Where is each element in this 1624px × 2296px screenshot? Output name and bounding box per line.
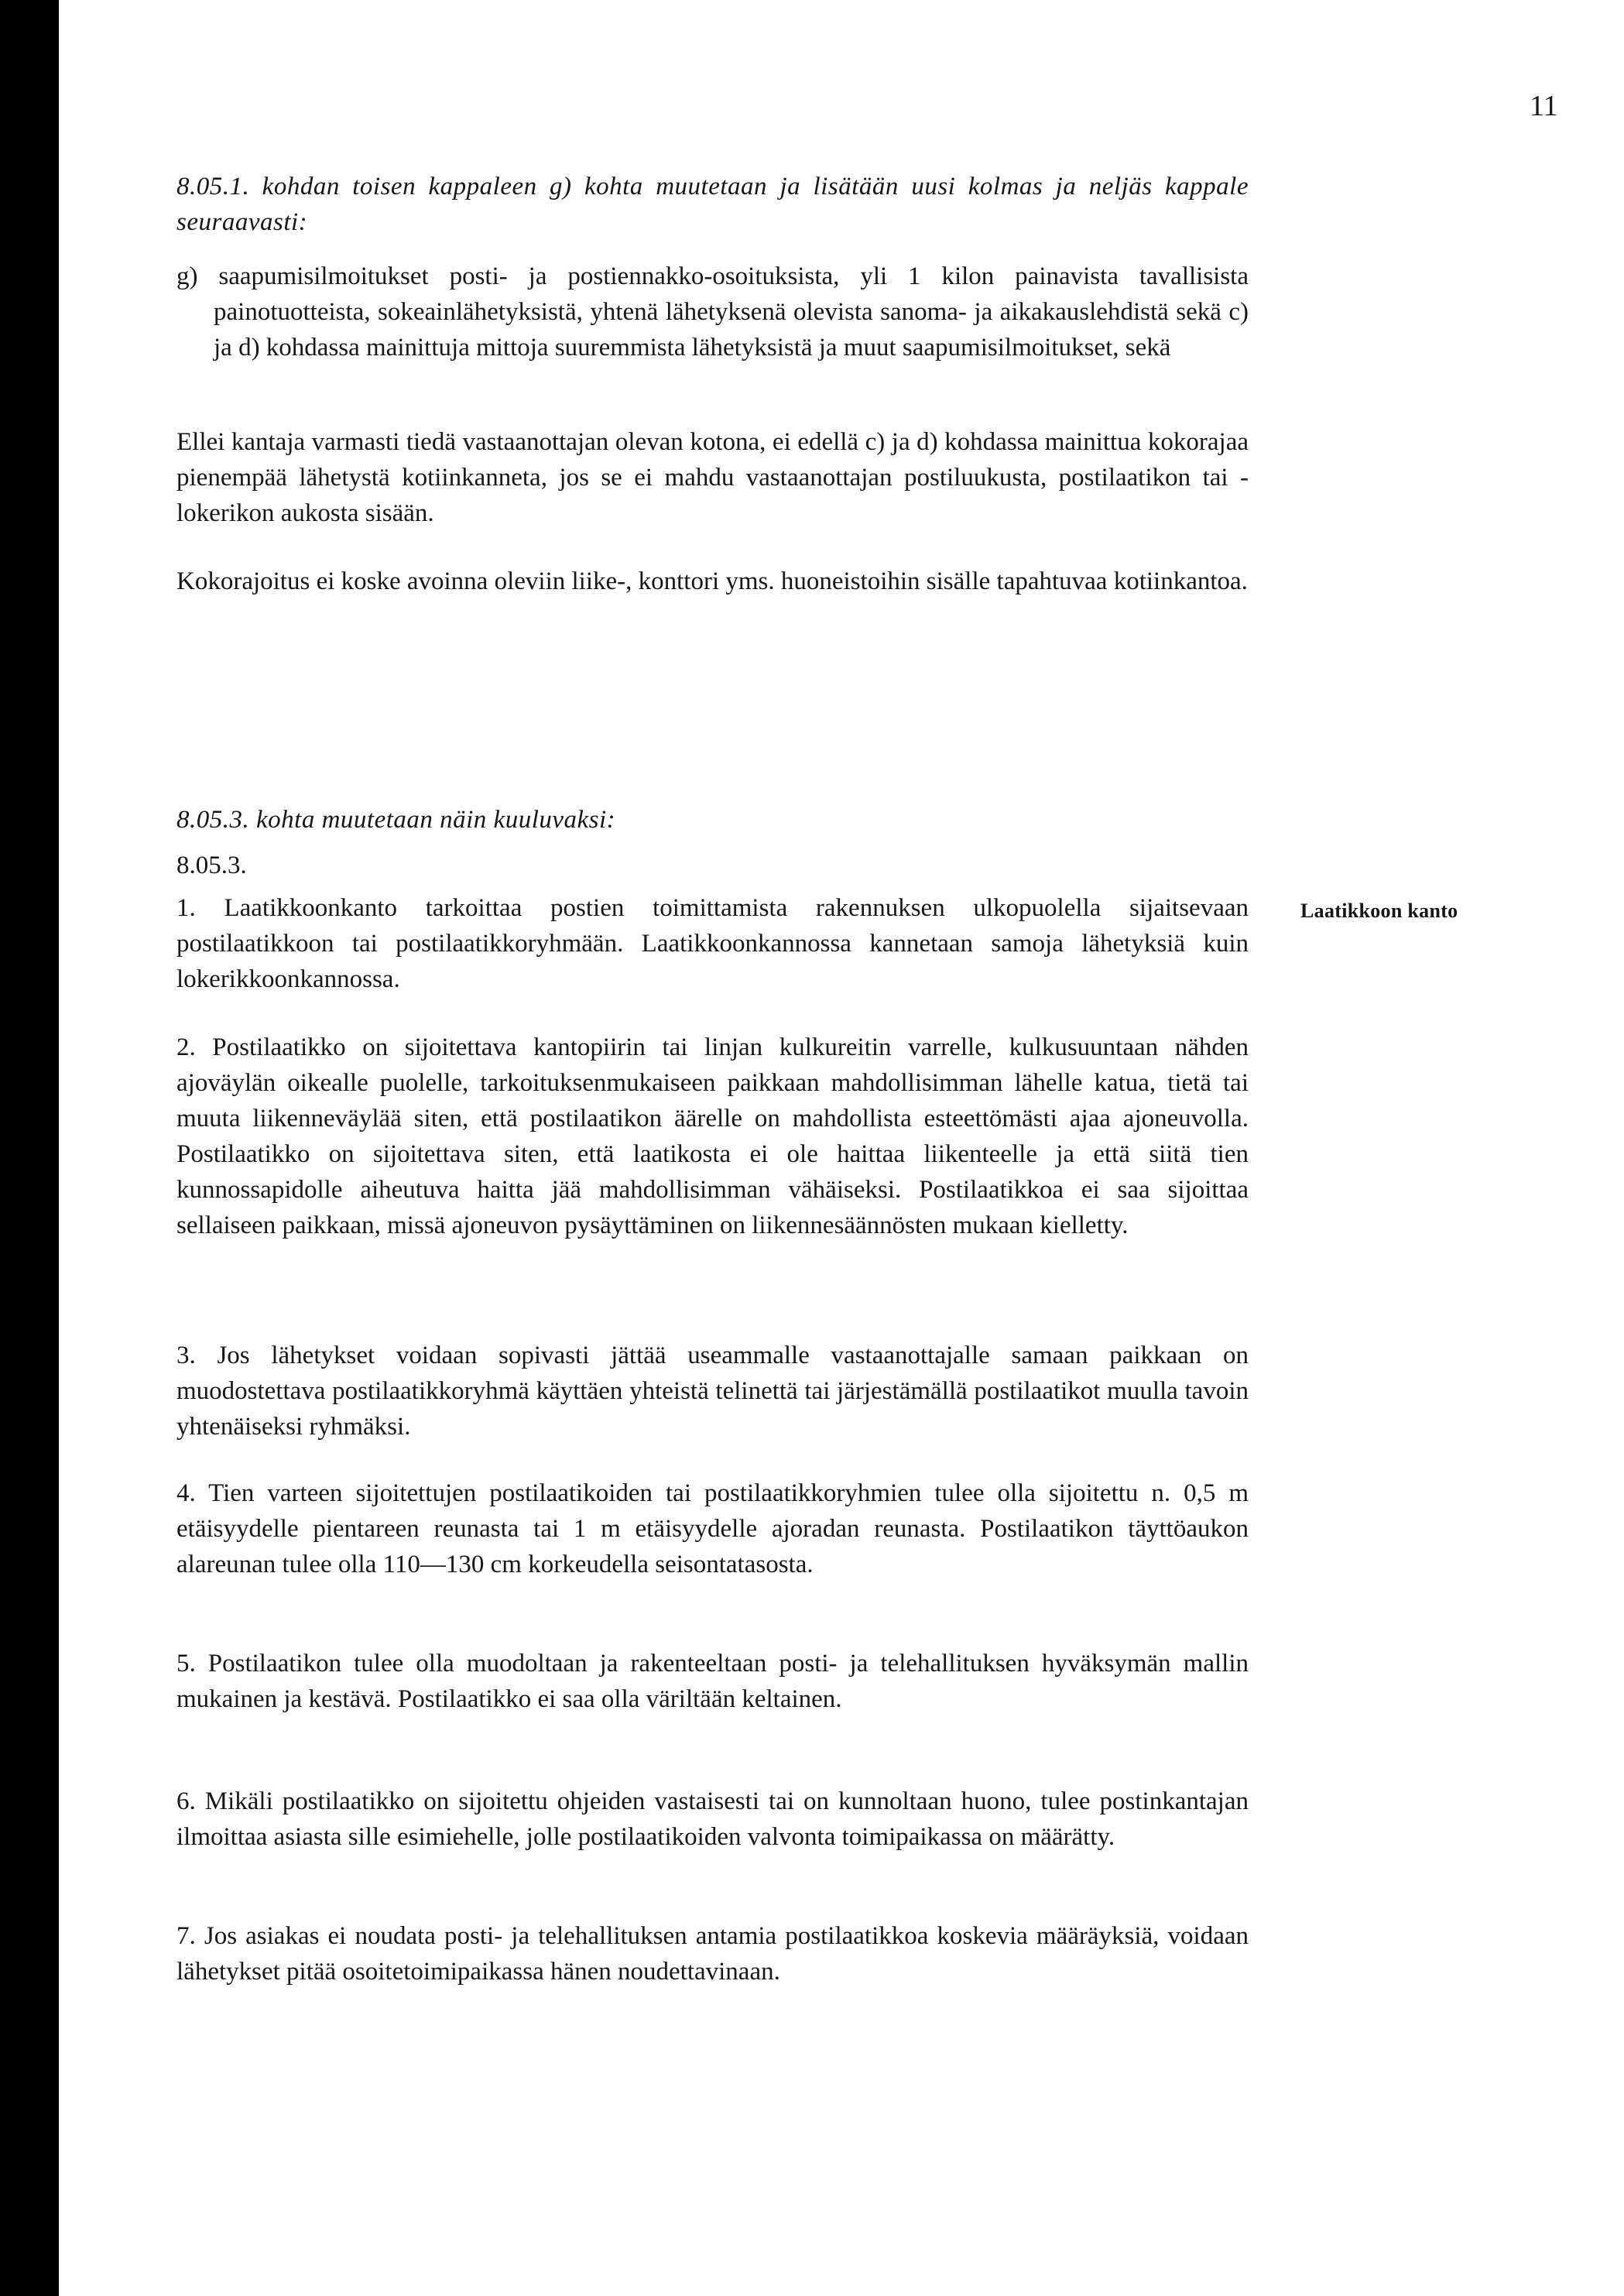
document-page	[59, 0, 1624, 2296]
paragraph-kokoraja: Ellei kantaja varmasti tiedä vastaanottajan olevan kotona, ei edellä c) ja d) kohdassa mainittua kokorajaa pienempää lähetystä kotiinkanneta, jos se ei mahdu vastaanottajan postiluukusta, postilaatikon tai -lokerikon aukosta sisään.	[176, 428, 1249, 527]
margin-note: Laatikkoon kanto	[1300, 900, 1458, 922]
list-item-4: 4. Tien varteen sijoitettujen postilaatikoiden tai postilaatikkoryhmien tulee olla sijoitettu n. 0,5 m etäisyydelle pientareen reunasta tai 1 m etäisyydelle ajoradan reunasta. Postilaatikon täyttöaukon alareunan tulee olla 110—130 cm korkeudella seisontatasosta.	[176, 1479, 1249, 1578]
list-item-2: 2. Postilaatikko on sijoitettava kantopiirin tai linjan kulkureitin varrelle, kulkusuuntaan nähden ajoväylän oikealle puolelle, tarkoituksenmukaiseen paikkaan mahdollisimman lähelle katua, tietä tai muuta liikenneväylää siten, että postilaatikon äärelle on mahdollista esteettömästi ajaa ajoneuvolla. Postilaatikko on sijoitettava siten, että laatikosta ei ole haittaa liikenteelle ja että siitä tien kunnossapidolle aiheutuva haitta jää mahdollisimman vähäiseksi. Postilaatikkoa ei saa sijoittaa sellaiseen paikkaan, missä ajoneuvon pysäyttäminen on liikennesäännösten mukaan kielletty.	[176, 1033, 1249, 1239]
list-item-6: 6. Mikäli postilaatikko on sijoitettu ohjeiden vastaisesti tai on kunnoltaan huono, tulee postinkantajan ilmoittaa asiasta sille esimiehelle, jolle postilaatikoiden valvonta toimipaikassa on määrätty.	[176, 1787, 1249, 1851]
list-item-1: 1. Laatikkoonkanto tarkoittaa postien toimittamista rakennuksen ulkopuolella sijaitsevaan postilaatikkoon tai postilaatikkoryhmään. Laatikkoonkannossa kannetaan samoja lähetyksiä kuin lokerikkoonkannossa.	[176, 894, 1249, 993]
section-number: 8.05.3.	[176, 852, 247, 879]
list-item-3: 3. Jos lähetykset voidaan sopivasti jättää useammalle vastaanottajalle samaan paikkaan on muodostettava postilaatikkoryhmä käyttäen yhteistä telinettä tai järjestämällä postilaatikot muulla tavoin yhtenäiseksi ryhmäksi.	[176, 1342, 1249, 1441]
list-item-7: 7. Jos asiakas ei noudata posti- ja telehallituksen antamia postilaatikkoa koskevia määräyksiä, voidaan lähetykset pitää osoitetoimipaikassa hänen noudettavinaan.	[176, 1922, 1249, 1986]
list-item-5: 5. Postilaatikon tulee olla muodoltaan ja rakenteeltaan posti- ja telehallituksen hyväksymän mallin mukainen ja kestävä. Postilaatikko ei saa olla väriltään keltainen.	[176, 1650, 1249, 1713]
paragraph-kokorajoitus: Kokorajoitus ei koske avoinna oleviin liike-, konttori yms. huoneistoihin sisälle tapahtuvaa kotiinkantoa.	[176, 567, 1248, 595]
item-g-paragraph: g) saapumisilmoitukset posti- ja postiennakko-osoituksista, yli 1 kilon painavista tavallisista painotuotteista, sokeainlähetyksistä, yhtenä lähetyksenä olevista sanoma- ja aikakauslehdistä sekä c) ja d) kohdassa mainittuja mittoja suuremmista lähetyksistä ja muut saapumisilmoitukset, sekä	[176, 262, 1249, 362]
section-8-05-1-heading: 8.05.1. kohdan toisen kappaleen g) kohta muutetaan ja lisätään uusi kolmas ja neljäs kappale seuraavasti:	[176, 173, 1249, 236]
section-8-05-3-heading: 8.05.3. kohta muutetaan näin kuuluvaksi:	[176, 806, 616, 834]
page-number: 11	[1530, 90, 1558, 122]
